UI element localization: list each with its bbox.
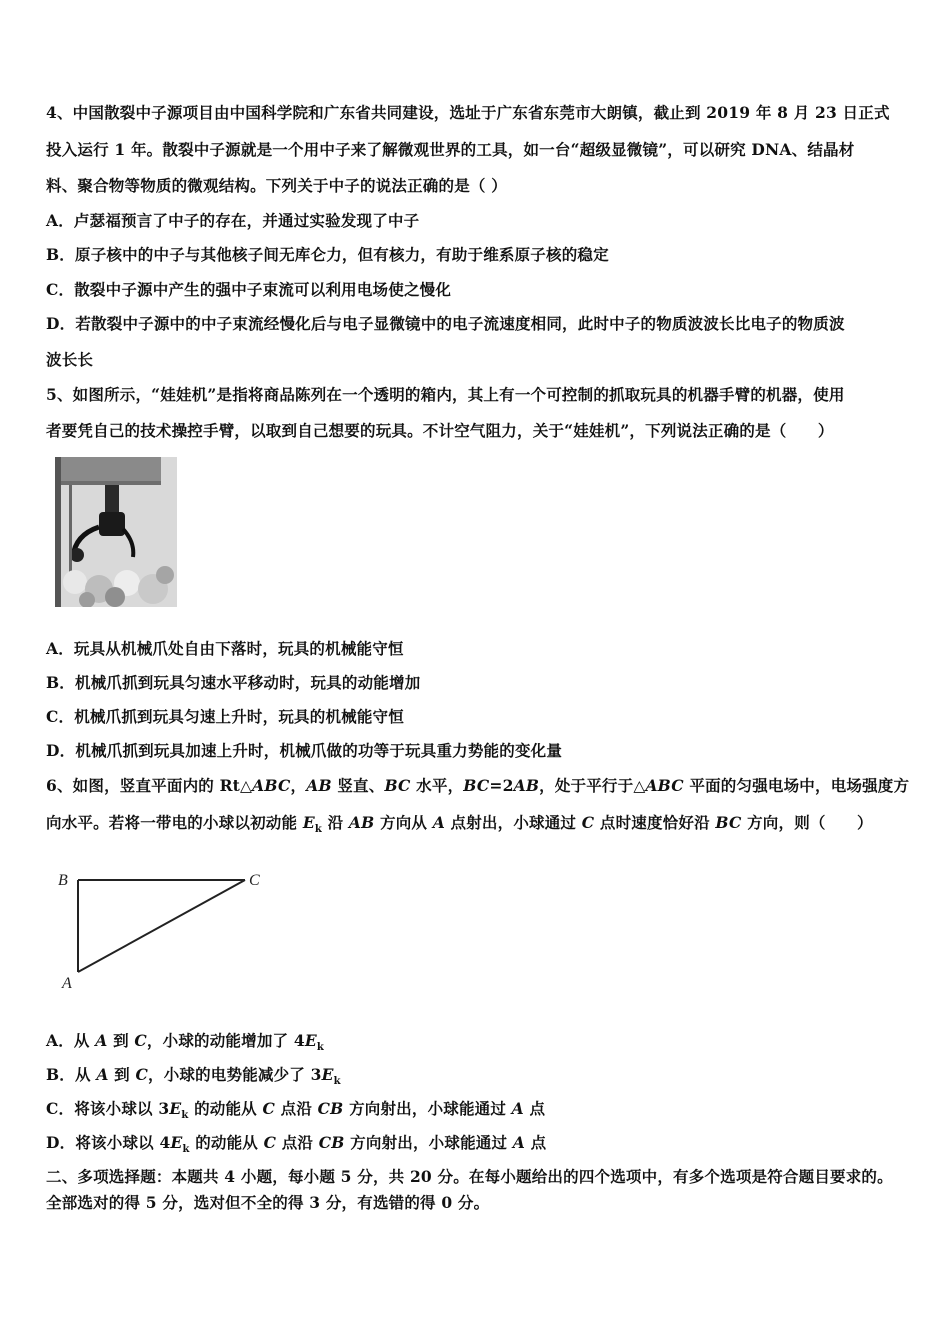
- label-b: B: [58, 872, 68, 889]
- q4-line-2: 投入运行 1 年。散裂中子源就是一个用中子来了解微观世界的工具，如一台“超级显微镜”，可以研究 DNA、结晶材: [46, 140, 855, 159]
- q4-option-d-line-2: 波长长: [46, 350, 94, 369]
- q4-line-1: 4、中国散裂中子源项目由中国科学院和广东省共同建设，选址于广东省东莞市大朗镇，截止到 2019 年 8 月 23 日正式: [46, 103, 890, 122]
- q5-line-1: 5、如图所示，“娃娃机”是指将商品陈列在一个透明的箱内，其上有一个可控制的抓取玩具的机器手臂的机器，使用: [46, 385, 845, 404]
- triangle-abc-figure: [50, 860, 275, 1000]
- q4-option-b: B．原子核中的中子与其他核子间无库仑力，但有核力，有助于维系原子核的稳定: [46, 245, 609, 264]
- q6-option-c: C．将该小球以 $3E_k$ 的动能从 C 点沿 CB 方向射出，小球能通过 A 点: [46, 1099, 546, 1122]
- q4-option-d-line-1: D．若散裂中子源中的中子束流经慢化后与电子显微镜中的电子流速度相同，此时中子的物质波波长比电子的物质波: [46, 314, 845, 333]
- q5-option-c: C．机械爪抓到玩具匀速上升时，玩具的机械能守恒: [46, 707, 404, 726]
- q5-option-d: D．机械爪抓到玩具加速上升时，机械爪做的功等于玩具重力势能的变化量: [46, 741, 563, 760]
- q5-option-b: B．机械爪抓到玩具匀速水平移动时，玩具的动能增加: [46, 673, 421, 692]
- q5-option-a: A．玩具从机械爪处自由下落时，玩具的机械能守恒: [46, 639, 404, 658]
- q6-option-d: D．将该小球以 $4E_k$ 的动能从 C 点沿 CB 方向射出，小球能通过 A 点: [46, 1133, 547, 1156]
- section2-line-2: 全部选对的得 5 分，选对但不全的得 3 分，有选错的得 0 分。: [46, 1193, 490, 1212]
- segment-ac: [78, 880, 245, 972]
- label-a: A: [62, 975, 72, 992]
- label-c: C: [249, 872, 260, 889]
- q4-option-a: A．卢瑟福预言了中子的存在，并通过实验发现了中子: [46, 211, 420, 230]
- section2-line-1: 二、多项选择题：本题共 4 小题，每小题 5 分，共 20 分。在每小题给出的四个选项中，有多个选项是符合题目要求的。: [46, 1167, 893, 1186]
- q6-option-b: B．从 A 到 C，小球的电势能减少了 $3E_k$: [46, 1065, 341, 1088]
- q6-line-1: 6、如图，竖直平面内的 Rt△ABC，AB 竖直、BC 水平，BC=2AB，处于平行于△ABC 平面的匀强电场中，电场强度方: [46, 776, 910, 795]
- q5-line-2: 者要凭自己的技术操控手臂，以取到自己想要的玩具。不计空气阻力，关于“娃娃机”，下列说法正确的是（ ）: [46, 421, 834, 440]
- q4-line-3: 料、聚合物等物质的微观结构。下列关于中子的说法正确的是（ ）: [46, 176, 507, 195]
- q6-option-a: A．从 A 到 C，小球的动能增加了 $4E_k$: [46, 1031, 324, 1054]
- q6-line-2: 向水平。若将一带电的小球以初动能 $E_k$ 沿 AB 方向从 A 点射出，小球通过 C 点时速度恰好沿 BC 方向，则（ ）: [46, 813, 873, 836]
- q4-option-c: C．散裂中子源中产生的强中子束流可以利用电场使之慢化: [46, 280, 452, 299]
- claw-machine-photo: [55, 457, 177, 607]
